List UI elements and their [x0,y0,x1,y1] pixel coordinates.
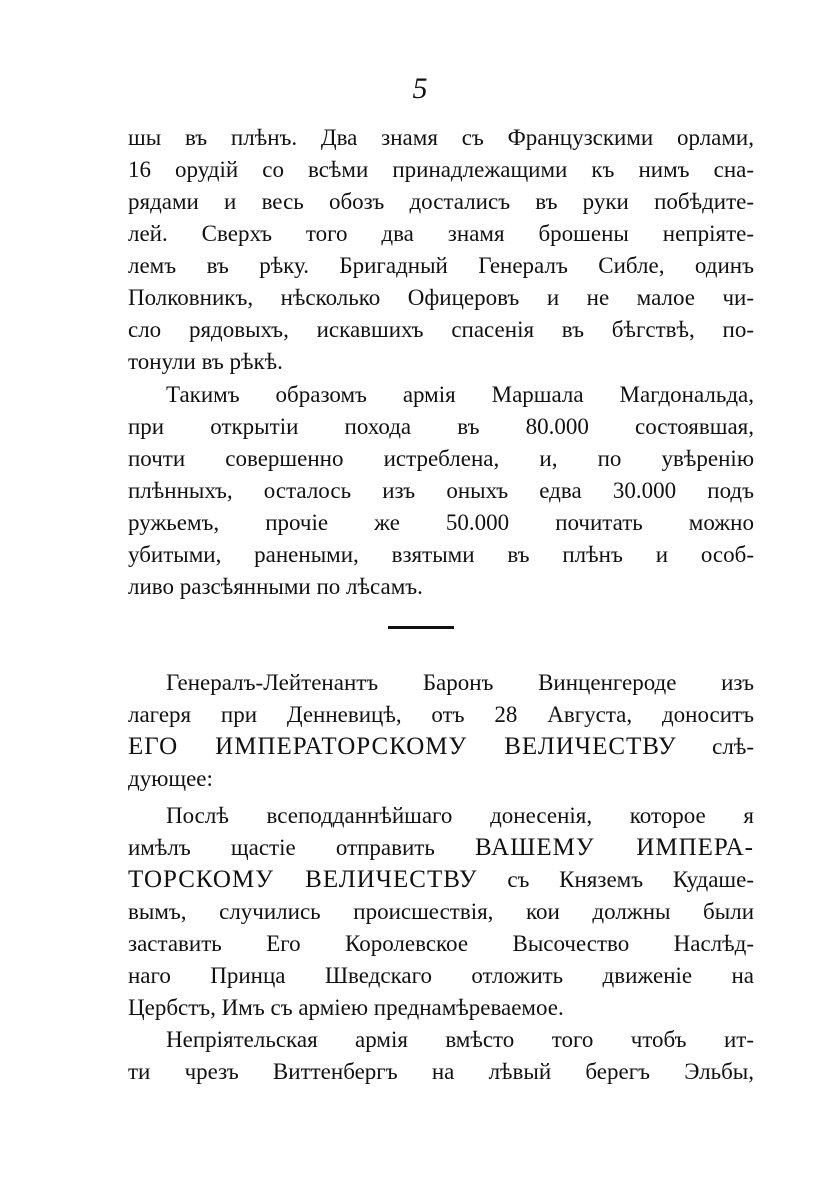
caps-text: ЕГО ИМПЕРАТОРСКОМУ ВЕЛИЧЕСТВУ [128,733,677,760]
text-line: Непріятельская армія вмѣсто того чтобъ ит- [166,1027,754,1052]
text-line: дующее: [128,766,213,791]
paragraph-3 [128,667,754,795]
text-line: Послѣ всеподданнѣйшаго донесенія, которое я [166,803,754,828]
text-line: ружьемъ, прочіе же 50.000 почитать можно [128,510,754,535]
text-line: 16 орудій со всѣми принадлежащими къ нимъ сна- [128,157,754,182]
page-number: 5 [412,72,428,105]
text-line: шы въ плѣнъ. Два знамя съ Французскими орлами, [128,125,754,150]
text-line: убитыми, ранеными, взятыми въ плѣнъ и особ- [128,542,754,567]
text-line: ливо разсѣянными по лѣсамъ. [128,574,423,599]
text-line: Полковникъ, нѣсколько Офицеровъ и не малое чи- [128,285,754,310]
caps-text: ВАШЕМУ ИМПЕРА- [475,834,754,861]
text-line: ТОРСКОМУ ВЕЛИЧЕСТВУ съ Княземъ Кудаше- [128,866,754,893]
text-line: при открытіи похода въ 80.000 состоявшая, [128,414,754,439]
text-line: тонули въ рѣкѣ. [128,349,283,374]
text-line: Цербстъ, Имъ съ арміею преднамѣреваемое. [128,995,564,1020]
paragraph-4 [128,800,754,1024]
text-line: заставить Его Королевское Высочество Наслѣд- [128,931,754,956]
paragraph-2 [128,379,754,603]
text-line: сло рядовыхъ, искавшихъ спасенія въ бѣгствѣ, по- [128,317,754,342]
text-line: почти совершенно истреблена, и, по увѣренію [128,446,754,471]
caps-text: ТОРСКОМУ ВЕЛИЧЕСТВУ [128,866,478,893]
paragraph-5 [128,1024,754,1088]
text-line: лемъ въ рѣку. Бригадный Генералъ Сибле, одинъ [128,253,754,278]
text-line: плѣнныхъ, осталось изъ оныхъ едва 30.000 подъ [128,478,754,503]
text-line: лагеря при Денневицѣ, отъ 28 Августа, доноситъ [128,702,754,727]
section-divider [388,626,454,629]
text-line: ЕГО ИМПЕРАТОРСКОМУ ВЕЛИЧЕСТВУ слѣ- [128,733,754,760]
text-line: Такимъ образомъ армія Маршала Магдональда, [166,382,754,407]
paragraph-1 [128,122,754,378]
text-line: Генералъ-Лейтенантъ Баронъ Винценгероде изъ [166,670,754,695]
text-line: рядами и весь обозъ досталисъ въ руки побѣдите- [128,189,754,214]
text-line: лей. Сверхъ того два знамя брошены непріяте- [128,221,754,246]
text-line: имѣлъ щастіе отправить ВАШЕМУ ИМПЕРА- [128,834,754,861]
text-line: наго Принца Шведскаго отложить движеніе на [128,963,754,988]
text-line: ти чрезъ Виттенбергъ на лѣвый берегъ Эльбы, [128,1059,754,1084]
text-line: вымъ, случились происшествія, кои должны были [128,899,754,924]
